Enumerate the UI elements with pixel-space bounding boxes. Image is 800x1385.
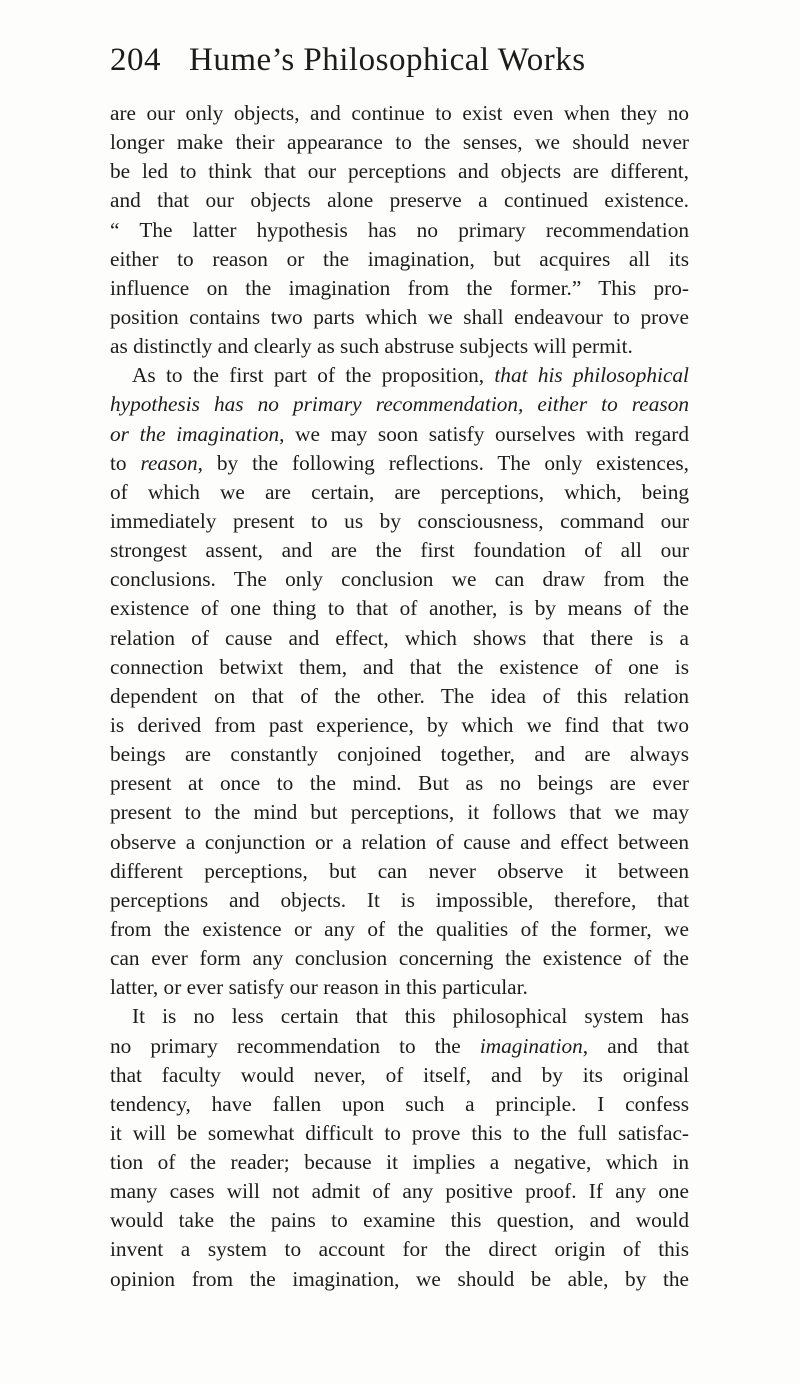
text-line-10: As to the first part of the proposition, that his philosophical xyxy=(132,363,689,388)
text-line-1: are our only objects, and continue to exist even when they no xyxy=(110,101,689,125)
text-line-11: hypothesis has no primary recommendation, either to reason xyxy=(110,392,689,417)
text-line-27: different perceptions, but can never observe it between xyxy=(110,858,689,883)
text-line-21: dependent on that of the other. The idea of this relation xyxy=(110,683,689,708)
text-line-37: tion of the reader; because it implies a negative, which in xyxy=(110,1150,689,1175)
text-line-16: strongest assent, and are the first foundation of all our xyxy=(110,538,689,563)
text-line-4: and that our objects alone preserve a continued existence. xyxy=(110,188,689,213)
text-line-35: tendency, have fallen upon such a principle. I confess xyxy=(110,1091,689,1116)
text-line-23: beings are constantly conjoined together, and are always xyxy=(110,742,689,767)
text-line-3: be led to think that our perceptions and objects are different, xyxy=(110,159,689,184)
running-header xyxy=(110,42,690,90)
text-line-31: latter, or ever satisfy our reason in this particular. xyxy=(110,975,528,1000)
text-line-7: influence on the imagination from the former.” This pro- xyxy=(110,275,689,300)
text-line-40: invent a system to account for the direct origin of this xyxy=(110,1237,689,1262)
running-title: Hume’s Philosophical Works xyxy=(189,42,586,78)
text-line-32: It is no less certain that this philosophical system has xyxy=(132,1004,689,1029)
text-line-6: either to reason or the imagination, but acquires all its xyxy=(110,246,689,271)
text-line-2: longer make their appearance to the senses, we should never xyxy=(110,130,689,155)
text-line-24: present at once to the mind. But as no beings are ever xyxy=(110,771,689,796)
text-line-36: it will be somewhat difficult to prove this to the full satisfac- xyxy=(110,1120,689,1145)
text-line-5: “ The latter hypothesis has no primary recommendation xyxy=(110,217,689,242)
text-line-18: existence of one thing to that of another, is by means of the xyxy=(110,596,689,621)
text-line-9: as distinctly and clearly as such abstruse subjects will permit. xyxy=(110,334,633,359)
text-line-17: conclusions. The only conclusion we can draw from the xyxy=(110,567,689,592)
text-line-33: no primary recommendation to the imagination, and that xyxy=(110,1033,689,1058)
page-number: 204 xyxy=(110,42,161,78)
text-line-14: of which we are certain, are perceptions, which, being xyxy=(110,479,689,504)
text-line-25: present to the mind but perceptions, it follows that we may xyxy=(110,800,689,825)
body-text xyxy=(110,99,689,1294)
text-line-28: perceptions and objects. It is impossible, therefore, that xyxy=(110,887,689,912)
text-line-12: or the imagination, we may soon satisfy ourselves with regard xyxy=(110,421,689,446)
text-line-38: many cases will not admit of any positive proof. If any one xyxy=(110,1179,689,1204)
text-line-20: connection betwixt them, and that the existence of one is xyxy=(110,654,689,679)
text-line-34: that faculty would never, of itself, and by its original xyxy=(110,1062,689,1087)
text-line-41: opinion from the imagination, we should be able, by the xyxy=(110,1266,689,1291)
text-line-19: relation of cause and effect, which shows that there is a xyxy=(110,625,689,650)
text-line-39: would take the pains to examine this question, and would xyxy=(110,1208,689,1233)
text-line-26: observe a conjunction or a relation of cause and effect between xyxy=(110,829,689,854)
text-line-8: position contains two parts which we shall endeavour to prove xyxy=(110,304,689,329)
text-line-30: can ever form any conclusion concerning the existence of the xyxy=(110,946,689,971)
text-line-15: immediately present to us by consciousness, command our xyxy=(110,508,689,533)
text-line-22: is derived from past experience, by which we find that two xyxy=(110,712,689,737)
text-line-13: to reason, by the following reflections. The only existences, xyxy=(110,450,689,475)
text-line-29: from the existence or any of the qualities of the former, we xyxy=(110,916,689,941)
